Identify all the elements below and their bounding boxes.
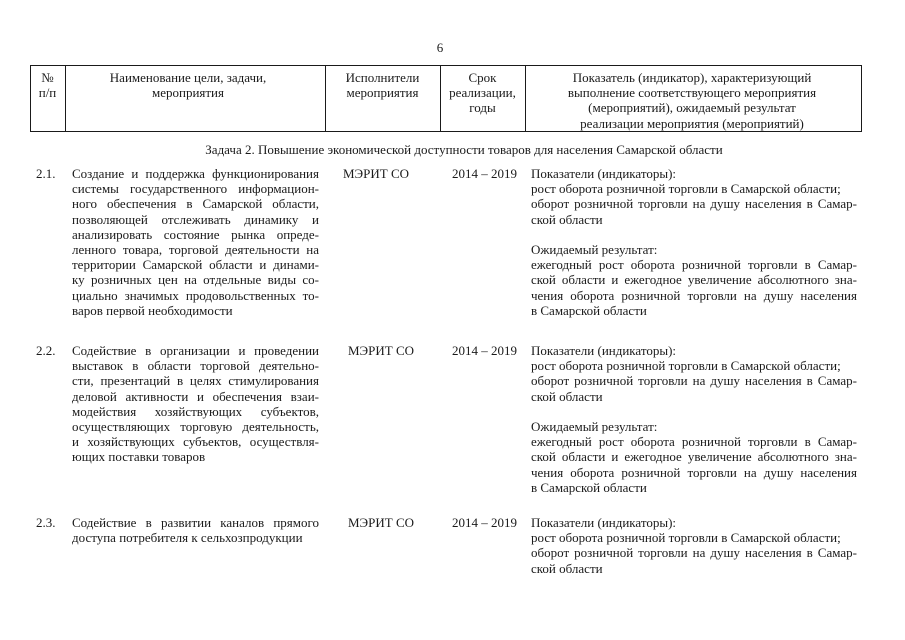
header-text: годы [469, 100, 496, 116]
indicator-block [531, 515, 857, 576]
measure-name-line: ющих поставки товаров [72, 449, 206, 465]
indicator-line: ской области [531, 211, 603, 227]
header-text: № [41, 70, 54, 85]
header-text: Срок [468, 70, 497, 85]
measure-name-line: территории Самарской области и динами- [72, 257, 319, 273]
expected-result-line: в Самарской области [531, 302, 647, 318]
measure-name-line: и хозяйствующих субъектов, осуществля- [72, 434, 319, 450]
measure-name-line: системы государственного информацион- [72, 181, 319, 197]
expected-result-line: чения оборота розничной торговли на душу населения [531, 464, 857, 480]
header-text: Наименование цели, задачи, [109, 70, 267, 85]
indicators-label: Показатели (индикаторы): [531, 515, 677, 530]
measure-name-line: позволяющей отслеживать динамику и [72, 211, 319, 227]
measure-name [72, 166, 319, 318]
measure-name [72, 515, 319, 545]
expected-result-line: в Самарской области [531, 479, 647, 495]
expected-result-line: ской области и ежегодное увеличение абсолютного зна- [531, 272, 857, 288]
executor: МЭРИТ СО [348, 343, 415, 358]
measure-name-line: Содействие в организации и проведении [72, 343, 319, 358]
measure-name-line: осуществляющих торговую деятельность, [72, 418, 319, 434]
row-number: 2.3. [36, 515, 56, 530]
measure-name-line: ку розничных цен на отдельные виды со- [72, 272, 319, 288]
indicator-line: рост оборота розничной торговли в Самарской области; [531, 181, 841, 197]
table-row [0, 166, 905, 318]
measure-name-line: ного обеспечения в Самарской области, [72, 196, 319, 212]
indicator-block [531, 343, 857, 495]
measure-name-line: варов первой необходимости [72, 302, 233, 318]
measure-name-line: деловой активности и обеспечения взаи- [72, 388, 319, 404]
row-number: 2.2. [36, 343, 56, 358]
measure-name-line: Создание и поддержка функционирования [72, 166, 319, 181]
expected-result-label: Ожидаемый результат: [531, 241, 658, 257]
executor: МЭРИТ СО [343, 166, 410, 181]
executor: МЭРИТ СО [348, 515, 415, 530]
measure-name-line: циально значимых продовольственных то- [72, 287, 319, 303]
header-text: п/п [38, 85, 57, 101]
measure-name-line: ленного товара, торговой деятельности на [72, 241, 319, 257]
measure-name-line: сти, презентаций в целях стимулирования [72, 373, 319, 389]
header-text: реализации, [449, 85, 516, 101]
expected-result-label: Ожидаемый результат: [531, 418, 658, 434]
expected-result-line: ежегодный рост оборота розничной торговли в Самар- [531, 257, 857, 273]
task-title: Задача 2. Повышение экономической доступности товаров для населения Самарской области [205, 142, 723, 157]
measure-name-line: анализировать состояние рынка опреде- [72, 226, 319, 242]
indicator-line: оборот розничной торговли на душу населения в Самар- [531, 545, 857, 561]
indicator-line: оборот розничной торговли на душу населения в Самар- [531, 373, 857, 389]
header-col-term [440, 70, 525, 116]
expected-result-line: ежегодный рост оборота розничной торговли в Самар- [531, 434, 857, 450]
indicator-line: рост оборота розничной торговли в Самарской области; [531, 530, 841, 546]
measure-name-line: доступа потребителя к сельхозпродукции [72, 530, 303, 546]
term: 2014 – 2019 [452, 343, 517, 358]
term: 2014 – 2019 [452, 515, 517, 530]
table-row [0, 515, 905, 576]
indicators-label: Показатели (индикаторы): [531, 166, 677, 181]
row-number: 2.1. [36, 166, 56, 181]
indicator-line: ской области [531, 388, 603, 404]
indicator-block [531, 166, 857, 318]
indicator-line: ской области [531, 560, 603, 576]
measure-name-line: Содействие в развитии каналов прямого [72, 515, 319, 530]
measure-name-line: модействия хозяйствующих субъектов, [72, 403, 319, 419]
table-row [0, 343, 905, 495]
page-number: 6 [436, 40, 444, 55]
header-text: Показатель (индикатор), характеризующий [572, 70, 812, 85]
term: 2014 – 2019 [452, 166, 517, 181]
header-col-indicator [525, 70, 859, 131]
header-text: реализации мероприятия (мероприятий) [580, 115, 804, 131]
indicators-label: Показатели (индикаторы): [531, 343, 677, 358]
expected-result-line: ской области и ежегодное увеличение абсолютного зна- [531, 449, 857, 465]
header-text: мероприятия [151, 85, 224, 101]
indicator-line: оборот розничной торговли на душу населения в Самар- [531, 196, 857, 212]
indicator-line: рост оборота розничной торговли в Самарской области; [531, 358, 841, 374]
header-col-name [58, 70, 318, 100]
measure-name-line: выставок в области торговой деятельно- [72, 358, 319, 374]
expected-result-line: чения оборота розничной торговли на душу населения [531, 287, 857, 303]
header-text: выполнение соответствующего мероприятия [567, 85, 817, 101]
header-text: (мероприятий), ожидаемый результат [588, 100, 796, 116]
measure-name [72, 343, 319, 465]
header-col-executor [325, 70, 440, 100]
header-text: мероприятия [346, 85, 419, 101]
header-text: Исполнители [345, 70, 420, 85]
